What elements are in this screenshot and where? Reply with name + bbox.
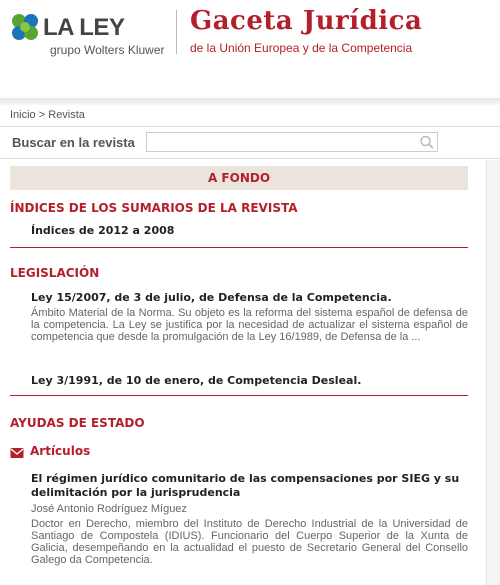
la-ley-logo[interactable] [10,10,170,60]
search-divider [0,158,500,159]
item-link-ley-15-2007[interactable]: Ley 15/2007, de 3 de julio, de Defensa de la Competencia. [31,291,392,304]
wolters-kluwer-logo-icon [10,12,40,42]
section-title-ayudas: AYUDAS DE ESTADO [10,416,145,430]
logo-tagline: grupo Wolters Kluwer [50,43,165,57]
article-author: José Antonio Rodríguez Míguez [31,503,187,515]
section-title-legislacion: LEGISLACIÓN [10,266,100,280]
top-band [0,98,500,105]
search-field[interactable] [146,132,438,152]
main-content [10,166,468,566]
header-divider [176,10,177,54]
site-header [0,0,500,70]
breadcrumb-home-link[interactable]: Inicio [10,109,36,121]
search-icon[interactable] [419,135,435,149]
section-divider [10,395,468,396]
item-link-indices[interactable]: Índices de 2012 a 2008 [31,224,175,237]
publication-subtitle: de la Unión Europea y de la Competencia [190,41,413,55]
item-link-article[interactable]: El régimen jurídico comunitario de las compensaciones por SIEG y su delimitación por la jurisprudencia [31,472,460,499]
item-summary: Ámbito Material de la Norma. Su objeto es la reforma del sistema español de defensa de la competencia. La Ley se justifica por la necesidad de actualizar el sistema español de competencia que desde la promulgación de la Ley 16/1989, de Defensa de la ... [31,307,468,343]
breadcrumb-separator: > [38,109,46,121]
subsection-title-articulos: Artículos [30,444,91,458]
breadcrumb-current: Revista [48,109,85,121]
logo-name: LA LEY [43,14,125,41]
page-scrollbar[interactable] [486,160,500,585]
publication-title[interactable]: Gaceta Jurídica [190,6,423,36]
breadcrumb [10,109,85,121]
envelope-icon [10,447,24,459]
search-label: Buscar en la revista [12,135,135,150]
section-title-indices: ÍNDICES DE LOS SUMARIOS DE LA REVISTA [10,201,298,215]
item-link-ley-3-1991[interactable]: Ley 3/1991, de 10 de enero, de Competencia Desleal. [31,374,362,387]
search-input[interactable] [150,134,410,150]
author-bio: Doctor en Derecho, miembro del Instituto de Derecho Industrial de la Universidad de Santiago de Compostela (IDIUS). Funcionario del Cuerpo Superior de la Xunta de Galicia, desempeñando en la actualidad el puesto de Secretario General del Consello Galego da Competencia. [31,518,468,566]
breadcrumb-divider [0,126,500,127]
section-divider [10,247,468,248]
a-fondo-band: A FONDO [10,166,468,190]
